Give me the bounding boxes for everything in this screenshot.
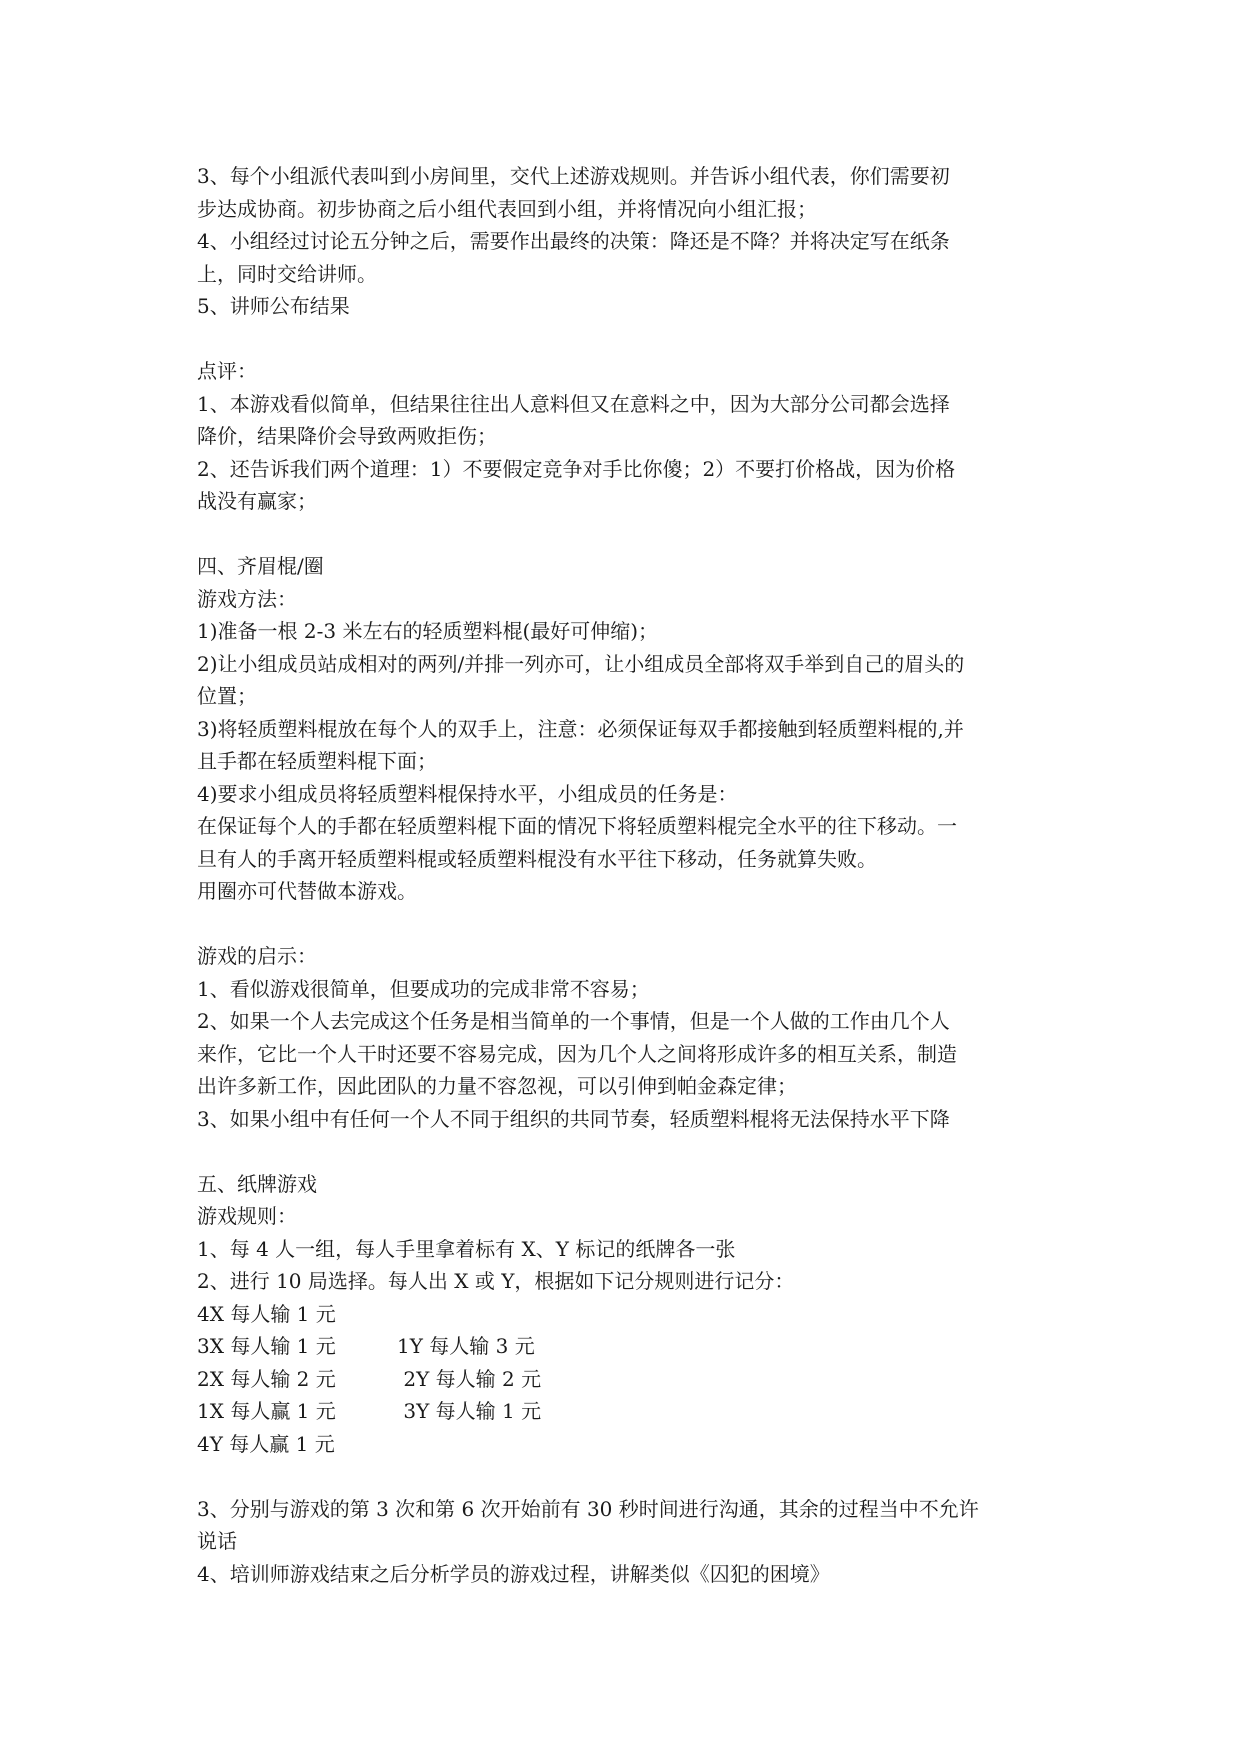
blank-line [197,323,1047,356]
text-line: 降价，结果降价会导致两败拒伤； [197,424,497,448]
text-line: 来作，它比一个人干时还要不容易完成，因为几个人之间将形成许多的相互关系，制造 [197,1041,957,1066]
document-tail [197,1460,1047,1590]
text-line: 旦有人的手离开轻质塑料棍或轻质塑料棍没有水平往下移动，任务就算失败。 [197,846,877,871]
score-rule-y: 1Y 每人输 3 元 [397,1334,535,1358]
score-rule-y: 3Y 每人输 1 元 [397,1399,542,1423]
text-line: 5、讲师公布结果 [197,294,350,318]
score-rules-table [197,1298,1047,1461]
text-line: 用圈亦可代替做本游戏。 [197,879,417,903]
text-line: 游戏规则： [197,1204,297,1228]
score-row [197,1428,1047,1461]
text-line: 4)要求小组成员将轻质塑料棍保持水平，小组成员的任务是： [197,781,738,806]
text-line: 3、如果小组中有任何一个人不同于组织的共同节奏，轻质塑料棍将无法保持水平下降 [197,1106,950,1131]
score-rule-x: 2X 每人输 2 元 [197,1366,336,1391]
score-rule-x: 3X 每人输 1 元 [197,1334,336,1358]
blank-line [197,1135,1047,1168]
text-line: 3、每个小组派代表叫到小房间里，交代上述游戏规则。并告诉小组代表，你们需要初 [197,164,950,188]
score-row [197,1395,1047,1428]
document-body [197,160,1047,1298]
text-line: 战没有赢家； [197,489,317,513]
text-line: 1)准备一根 2-3 米左右的轻质塑料棍(最好可伸缩)； [197,619,659,643]
text-line: 2、还告诉我们两个道理：1）不要假定竞争对手比你傻；2）不要打价格战，因为价格 [197,456,956,481]
score-rule-x: 4Y 每人赢 1 元 [197,1431,335,1456]
blank-line [197,1460,1047,1493]
score-rule-x: 1X 每人赢 1 元 [197,1399,336,1423]
text-line: 3)将轻质塑料棍放在每个人的双手上，注意：必须保证每双手都接触到轻质塑料棍的,并 [197,716,964,741]
text-line: 1、每 4 人一组，每人手里拿着标有 X、Y 标记的纸牌各一张 [197,1236,736,1261]
text-line: 游戏的启示： [197,944,317,968]
score-row [197,1363,1047,1396]
score-rule-x: 4X 每人输 1 元 [197,1301,336,1326]
text-line: 位置； [197,684,257,708]
score-row [197,1298,1047,1331]
text-line: 4、小组经过讨论五分钟之后，需要作出最终的决策：降还是不降？并将决定写在纸条 [197,229,950,253]
text-line: 1、本游戏看似简单，但结果往往出人意料但又在意料之中，因为大部分公司都会选择 [197,391,950,416]
document-page [197,160,1047,1590]
text-line: 且手都在轻质塑料棍下面； [197,749,437,773]
text-line: 2)让小组成员站成相对的两列/并排一列亦可，让小组成员全部将双手举到自己的眉头的 [197,651,965,676]
text-line: 在保证每个人的手都在轻质塑料棍下面的情况下将轻质塑料棍完全水平的往下移动。一 [197,814,957,838]
blank-line [197,518,1047,551]
text-line: 点评： [197,359,257,383]
blank-line [197,908,1047,941]
text-line: 3、分别与游戏的第 3 次和第 6 次开始前有 30 秒时间进行沟通，其余的过程当中不允许 [197,1496,979,1521]
score-rule-y: 2Y 每人输 2 元 [397,1366,542,1391]
text-line: 1、看似游戏很简单，但要成功的完成非常不容易； [197,976,650,1001]
text-line: 说话 [197,1529,237,1553]
text-line: 游戏方法： [197,586,297,611]
score-row [197,1330,1047,1363]
text-line: 五、纸牌游戏 [197,1171,317,1196]
text-line: 2、如果一个人去完成这个任务是相当简单的一个事情，但是一个人做的工作由几个人 [197,1009,950,1033]
text-line: 上，同时交给讲师。 [197,261,377,286]
text-line: 4、培训师游戏结束之后分析学员的游戏过程，讲解类似《囚犯的困境》 [197,1561,830,1586]
text-line: 步达成协商。初步协商之后小组代表回到小组，并将情况向小组汇报； [197,196,817,221]
text-line: 四、齐眉棍/圈 [197,554,324,578]
text-line: 出许多新工作，因此团队的力量不容忽视，可以引伸到帕金森定律； [197,1074,797,1098]
text-line: 2、进行 10 局选择。每人出 X 或 Y，根据如下记分规则进行记分： [197,1269,795,1293]
